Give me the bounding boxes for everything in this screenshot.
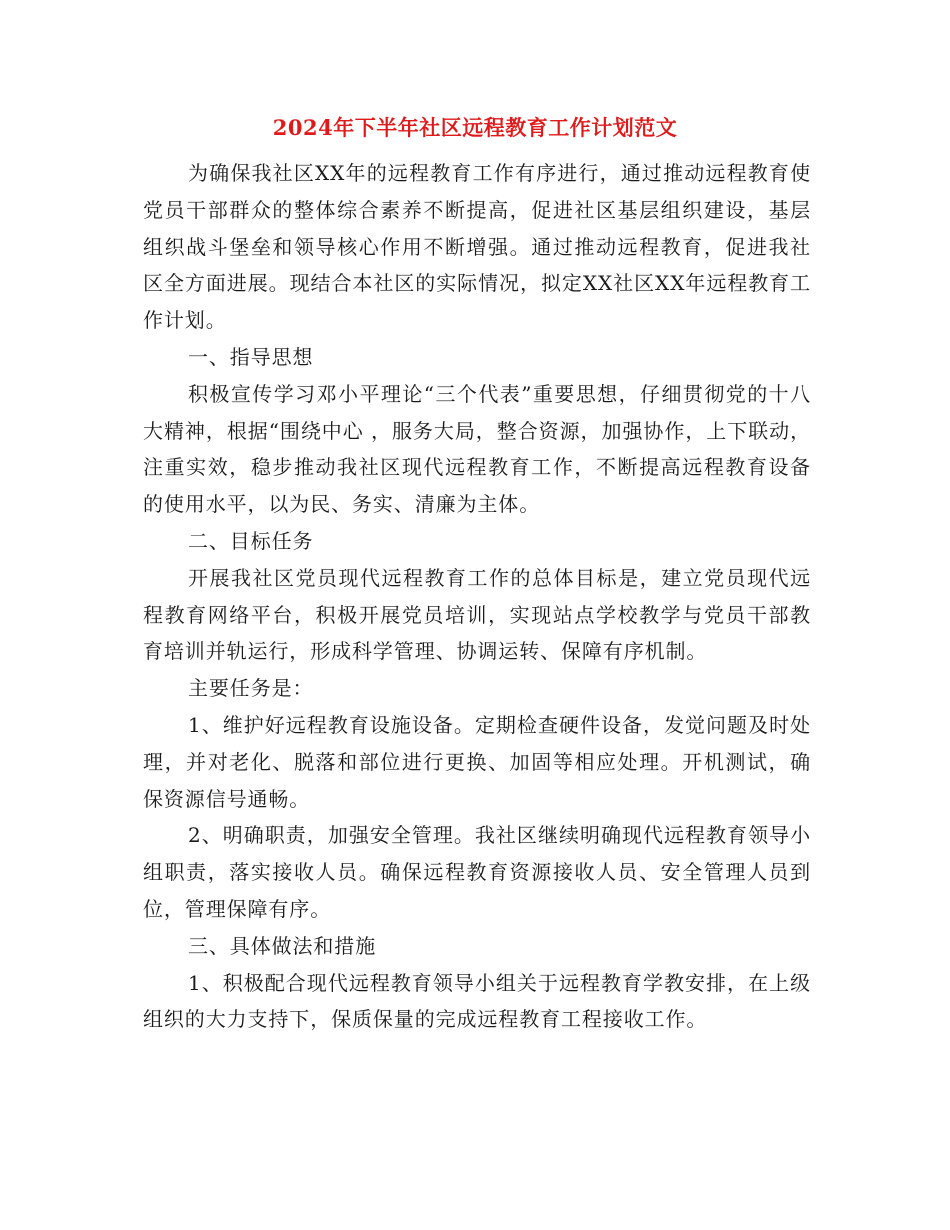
measure-item-1: 1、积极配合现代远程教育领导小组关于远程教育学教安排，在上级组织的大力支持下，保质保量的完成远程教育工程接收工作。 (143, 970, 811, 1032)
main-tasks-heading: 主要任务是： (188, 676, 314, 701)
goals-paragraph: 开展我社区党员现代远程教育工作的总体目标是，建立党员现代远程教育网络平台，积极开展党员培训，实现站点学校教学与党员干部教育培训并轨运行，形成科学管理、协调运转、保障有序机制。 (143, 565, 811, 664)
section-heading-guiding-thought: 一、指导思想 (188, 344, 314, 369)
guiding-thought-paragraph: 积极宣传学习邓小平理论“三个代表”重要思想，仔细贯彻党的十八大精神，根据“围绕中心 ，服务大局，整合资源，加强协作，上下联动，注重实效，稳步推动我社区现代远程教育工作，不断提高远程教育设备的使用水平，以为民、务实、清廉为主体。 (143, 381, 811, 517)
document-body (143, 155, 811, 1038)
task-item-2: 2、明确职责，加强安全管理。我社区继续明确现代远程教育领导小组职责，落实接收人员。确保远程教育资源接收人员、安全管理人员到位，管理保障有序。 (143, 823, 811, 921)
intro-paragraph: 为确保我社区XX年的远程教育工作有序进行，通过推动远程教育使党员干部群众的整体综合素养不断提高，促进社区基层组织建设，基层组织战斗堡垒和领导核心作用不断增强。通过推动远程教育，促进我社区全方面进展。现结合本社区的实际情况，拟定XX社区XX年远程教育工作计划。 (143, 161, 811, 333)
task-item-1: 1、维护好远程教育设施设备。定期检查硬件设备，发觉问题及时处理，并对老化、脱落和部位进行更换、加固等相应处理。开机测试，确保资源信号通畅。 (143, 712, 811, 811)
document-title: 2024年下半年社区远程教育工作计划范文 (272, 115, 678, 140)
section-heading-measures: 三、具体做法和措施 (188, 933, 377, 958)
section-heading-goals: 二、目标任务 (188, 528, 314, 553)
